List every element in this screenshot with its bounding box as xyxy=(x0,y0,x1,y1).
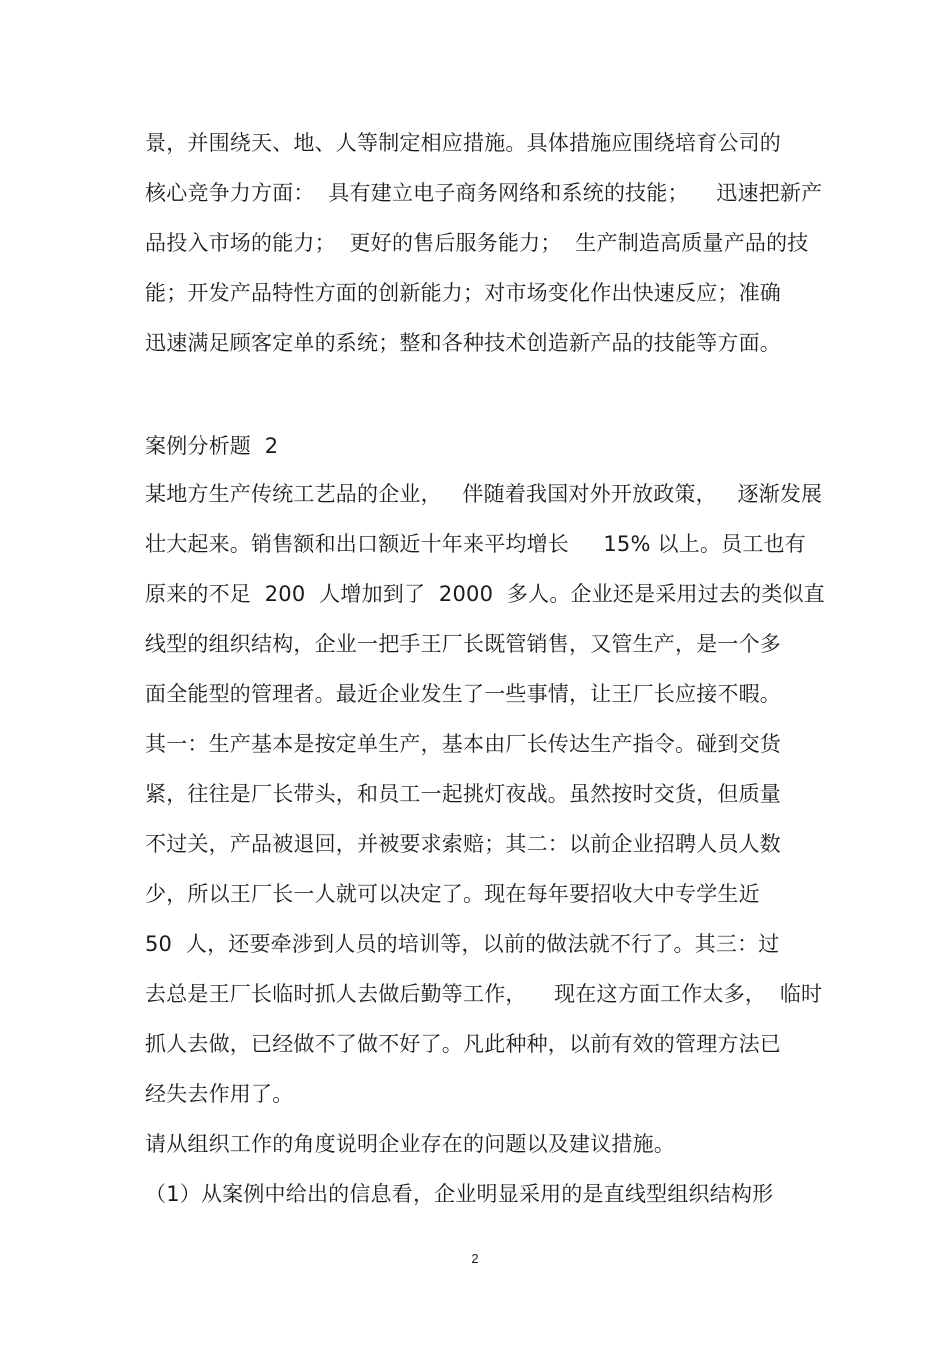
case-line: 紧，往往是厂长带头，和员工一起挑灯夜战。虽然按时交货，但质量 xyxy=(145,782,781,806)
case-line: 其一：生产基本是按定单生产，基本由厂长传达生产指令。碰到交货 xyxy=(145,732,781,756)
case-line: 少，所以王厂长一人就可以决定了。现在每年要招收大中专学生近 xyxy=(145,882,760,906)
case-line: 某地方生产传统工艺品的企业， 伴随着我国对外开放政策， 逐渐发展 xyxy=(145,482,823,506)
case-line: 50 人，还要牵涉到人员的培训等，以前的做法就不行了。其三：过 xyxy=(145,932,780,956)
case-line: 抓人去做，已经做不了做不好了。凡此种种，以前有效的管理方法已 xyxy=(145,1032,781,1056)
case-line: 面全能型的管理者。最近企业发生了一些事情，让王厂长应接不暇。 xyxy=(145,682,781,706)
paragraph-line: 核心竞争力方面： 具有建立电子商务网络和系统的技能； 迅速把新产 xyxy=(145,181,823,205)
question-line: 请从组织工作的角度说明企业存在的问题以及建议措施。 xyxy=(145,1132,675,1156)
paragraph-line: 品投入市场的能力； 更好的售后服务能力； 生产制造高质量产品的技 xyxy=(145,231,809,255)
section-title: 案例分析题 2 xyxy=(145,434,279,458)
case-line: 去总是王厂长临时抓人去做后勤等工作， 现在这方面工作太多， 临时 xyxy=(145,982,823,1006)
paragraph-line: 景，并围绕天、地、人等制定相应措施。具体措施应围绕培育公司的 xyxy=(145,131,781,155)
case-line: 经失去作用了。 xyxy=(145,1082,294,1106)
paragraph-line: 能；开发产品特性方面的创新能力；对市场变化作出快速反应；准确 xyxy=(145,281,781,305)
paragraph-line: 迅速满足顾客定单的系统；整和各种技术创造新产品的技能等方面。 xyxy=(145,331,781,355)
answer-line: （1）从案例中给出的信息看，企业明显采用的是直线型组织结构形 xyxy=(145,1182,774,1206)
case-line: 不过关，产品被退回，并被要求索赔；其二：以前企业招聘人员人数 xyxy=(145,832,781,856)
page-number: 2 xyxy=(471,1251,479,1266)
case-line: 原来的不足 200 人增加到了 2000 多人。企业还是采用过去的类似直 xyxy=(145,582,825,606)
case-line: 壮大起来。销售额和出口额近十年来平均增长 15% 以上。员工也有 xyxy=(145,532,806,556)
case-line: 线型的组织结构，企业一把手王厂长既管销售，又管生产，是一个多 xyxy=(145,632,781,656)
